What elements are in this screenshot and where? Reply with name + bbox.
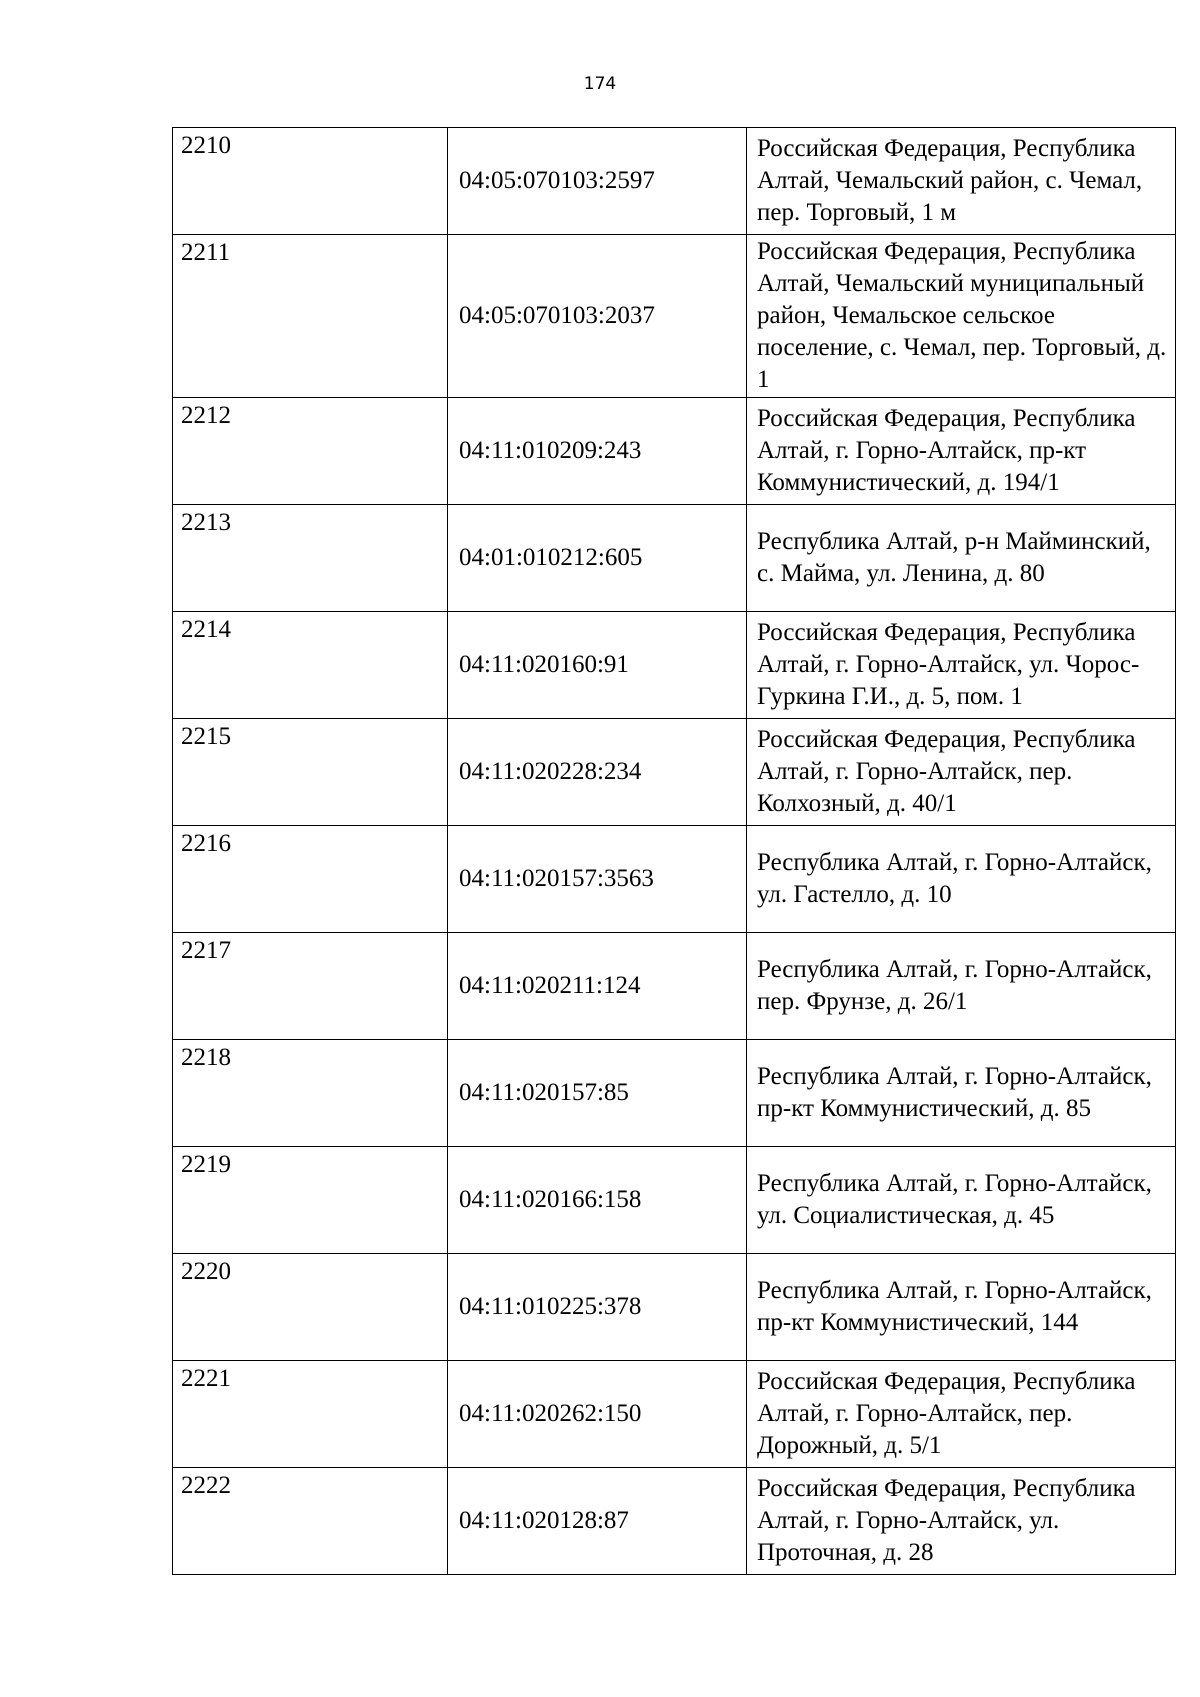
address: Российская Федерация, Республика Алтай, г. Горно-Алтайск, пр-кт Коммунистический, д. 194/1 <box>747 398 1176 505</box>
row-number: 2221 <box>173 1361 448 1468</box>
address: Республика Алтай, г. Горно-Алтайск, ул. Гастелло, д. 10 <box>747 826 1176 933</box>
table-row <box>173 1147 1176 1254</box>
cadastral-number: 04:05:070103:2597 <box>448 128 747 235</box>
address: Российская Федерация, Республика Алтай, Чемальский муниципальный район, Чемальское сельское поселение, с. Чемал, пер. Торговый, д. 1 <box>747 235 1176 398</box>
table-row <box>173 612 1176 719</box>
address: Российская Федерация, Республика Алтай, Чемальский район, с. Чемал, пер. Торговый, 1 м <box>747 128 1176 235</box>
address: Республика Алтай, р-н Майминский, с. Майма, ул. Ленина, д. 80 <box>747 505 1176 612</box>
cadastral-number: 04:11:010209:243 <box>448 398 747 505</box>
table-row <box>173 1361 1176 1468</box>
page-number: 174 <box>583 74 617 94</box>
table-row <box>173 933 1176 1040</box>
row-number: 2217 <box>173 933 448 1040</box>
row-number: 2211 <box>173 235 448 398</box>
row-number: 2212 <box>173 398 448 505</box>
address: Республика Алтай, г. Горно-Алтайск, пр-кт Коммунистический, 144 <box>747 1254 1176 1361</box>
cadastral-number: 04:05:070103:2037 <box>448 235 747 398</box>
row-number: 2220 <box>173 1254 448 1361</box>
cadastral-number: 04:11:020228:234 <box>448 719 747 826</box>
cadastral-number: 04:11:020128:87 <box>448 1468 747 1575</box>
address: Республика Алтай, г. Горно-Алтайск, ул. Социалистическая, д. 45 <box>747 1147 1176 1254</box>
table-row <box>173 398 1176 505</box>
table-row <box>173 128 1176 235</box>
row-number: 2219 <box>173 1147 448 1254</box>
cadastral-number: 04:11:020160:91 <box>448 612 747 719</box>
address: Российская Федерация, Республика Алтай, г. Горно-Алтайск, ул. Проточная, д. 28 <box>747 1468 1176 1575</box>
address: Российская Федерация, Республика Алтай, г. Горно-Алтайск, ул. Чорос-Гуркина Г.И., д. 5, пом. 1 <box>747 612 1176 719</box>
address: Республика Алтай, г. Горно-Алтайск, пер. Фрунзе, д. 26/1 <box>747 933 1176 1040</box>
cadastral-number: 04:11:010225:378 <box>448 1254 747 1361</box>
row-number: 2222 <box>173 1468 448 1575</box>
table-row <box>173 719 1176 826</box>
address: Республика Алтай, г. Горно-Алтайск, пр-кт Коммунистический, д. 85 <box>747 1040 1176 1147</box>
table-row <box>173 826 1176 933</box>
table-row <box>173 505 1176 612</box>
cadastral-number: 04:11:020262:150 <box>448 1361 747 1468</box>
table-row <box>173 1468 1176 1575</box>
row-number: 2215 <box>173 719 448 826</box>
cadastral-number: 04:11:020211:124 <box>448 933 747 1040</box>
cadastral-number: 04:11:020157:3563 <box>448 826 747 933</box>
cadastral-number: 04:11:020166:158 <box>448 1147 747 1254</box>
row-number: 2214 <box>173 612 448 719</box>
table-row <box>173 235 1176 398</box>
cadastral-number: 04:01:010212:605 <box>448 505 747 612</box>
table-row <box>173 1254 1176 1361</box>
row-number: 2218 <box>173 1040 448 1147</box>
table-row <box>173 1040 1176 1147</box>
row-number: 2210 <box>173 128 448 235</box>
row-number: 2216 <box>173 826 448 933</box>
address: Российская Федерация, Республика Алтай, г. Горно-Алтайск, пер. Колхозный, д. 40/1 <box>747 719 1176 826</box>
cadastral-number: 04:11:020157:85 <box>448 1040 747 1147</box>
address: Российская Федерация, Республика Алтай, г. Горно-Алтайск, пер. Дорожный, д. 5/1 <box>747 1361 1176 1468</box>
row-number: 2213 <box>173 505 448 612</box>
property-registry-table <box>172 127 1176 1575</box>
